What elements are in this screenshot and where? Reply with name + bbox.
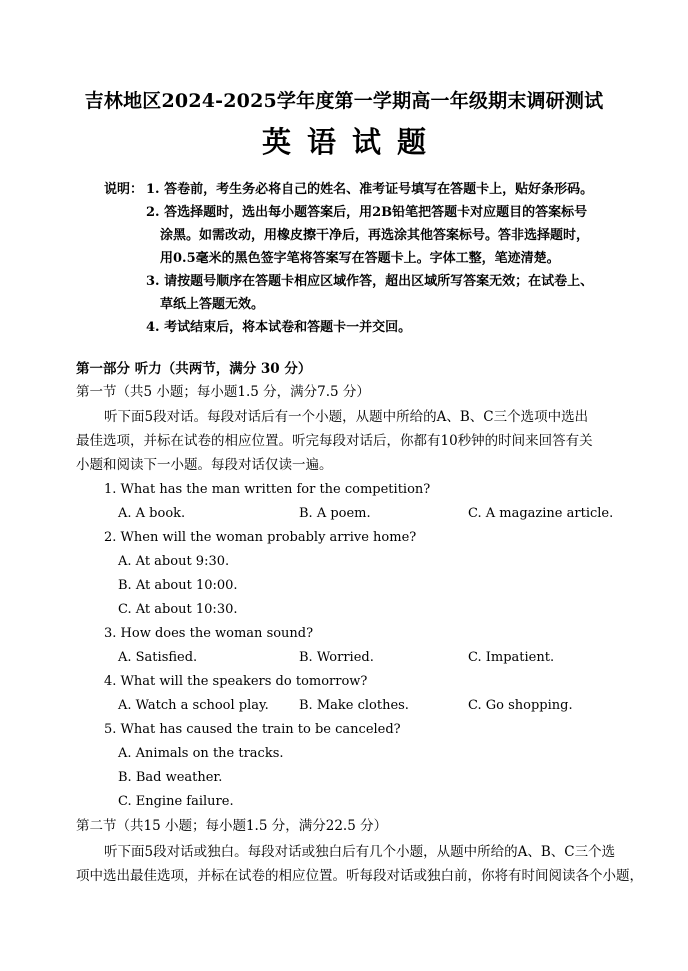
section1-intro-line: 小题和阅读下一小题。每段对话仅读一遍。 [76, 457, 333, 473]
instruction-item: 涂黑。如需改动，用橡皮擦干净后，再选涂其他答案标号。答非选择题时， [160, 228, 590, 243]
instructions-label: 说明： [104, 182, 144, 197]
section1-intro-line: 最佳选项，并标在试卷的相应位置。听完每段对话后，你都有10秒钟的时间来回答有关 [76, 433, 593, 449]
instruction-item: 4. 考试结束后，将本试卷和答题卡一并交回。 [146, 320, 412, 335]
exam-title: 吉林地区2024-2025学年度第一学期高一年级期末调研测试 [84, 90, 604, 112]
option-a: A. At about 9:30. [118, 554, 230, 569]
option-c: C. At about 10:30. [118, 602, 238, 617]
question-text: 1. What has the man written for the competition? [104, 482, 431, 497]
part1-heading: 第一部分 听力（共两节，满分 30 分） [76, 361, 312, 377]
option-a: A. A book. [118, 506, 186, 521]
option-c: C. Engine failure. [118, 794, 234, 809]
question-text: 4. What will the speakers do tomorrow? [104, 674, 368, 689]
option-a: A. Animals on the tracks. [118, 746, 284, 761]
option-a: A. Satisfied. [118, 650, 198, 665]
instruction-item: 用0.5毫米的黑色签字笔将答案写在答题卡上。字体工整，笔迹清楚。 [160, 251, 560, 266]
option-c: C. A magazine article. [468, 506, 614, 521]
option-c: C. Impatient. [468, 650, 555, 665]
option-b: B. At about 10:00. [118, 578, 238, 593]
section1-heading: 第一节（共5 小题；每小题1.5 分，满分7.5 分） [76, 384, 370, 400]
instruction-item: 草纸上答题无效。 [160, 297, 265, 312]
instruction-item: 1. 答卷前，考生务必将自己的姓名、准考证号填写在答题卡上，贴好条形码。 [146, 182, 594, 197]
section1-intro-line: 听下面5段对话。每段对话后有一个小题，从题中所给的A、B、C三个选项中选出 [104, 409, 589, 425]
instruction-item: 3. 请按题号顺序在答题卡相应区域作答，超出区域所写答案无效；在试卷上、 [146, 274, 594, 289]
question-text: 5. What has caused the train to be canceled? [104, 722, 401, 737]
option-b: B. Make clothes. [299, 698, 409, 713]
option-a: A. Watch a school play. [118, 698, 269, 713]
section2-intro-line: 项中选出最佳选项，并标在试卷的相应位置。听每段对话或独白前，你将有时间阅读各个小题， [76, 868, 643, 884]
option-b: B. A poem. [299, 506, 371, 521]
instruction-item: 2. 答选择题时，选出每小题答案后，用2B铅笔把答题卡对应题目的答案标号 [146, 205, 588, 220]
subject-title: 英语试题 [261, 125, 442, 159]
question-text: 3. How does the woman sound? [104, 626, 314, 641]
question-text: 2. When will the woman probably arrive home? [104, 530, 417, 545]
option-c: C. Go shopping. [468, 698, 573, 713]
option-b: B. Bad weather. [118, 770, 223, 785]
section2-intro-line: 听下面5段对话或独白。每段对话或独白后有几个小题，从题中所给的A、B、C三个选 [104, 844, 616, 860]
option-b: B. Worried. [299, 650, 374, 665]
section2-heading: 第二节（共15 小题；每小题1.5 分，满分22.5 分） [76, 818, 388, 834]
